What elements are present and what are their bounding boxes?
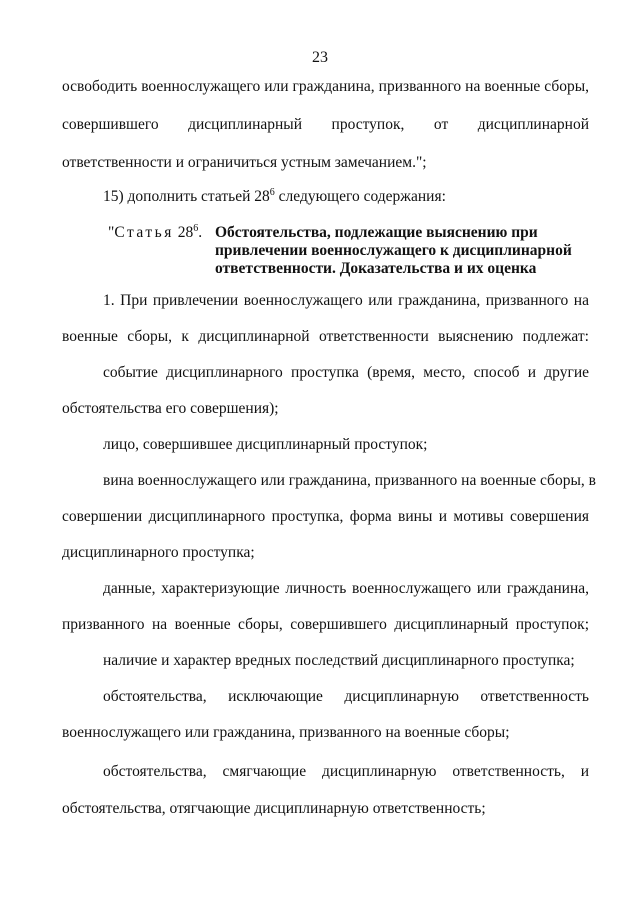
text-line: 1. При привлечении военнослужащего или гражданина, призванного на: [103, 292, 589, 309]
text-line: дисциплинарного проступка;: [62, 544, 255, 561]
article-superscript: 6: [269, 187, 275, 198]
text-line: военнослужащего или гражданина, призванного на военные сборы;: [62, 724, 510, 741]
text-line: совершении дисциплинарного проступка, форма вины и мотивы совершения: [62, 508, 589, 525]
text-line: обстоятельства, исключающие дисциплинарную ответственность: [103, 688, 589, 705]
text-line: обстоятельства, отягчающие дисциплинарную ответственность;: [62, 800, 486, 817]
article-title-line: ответственности. Доказательства и их оценка: [215, 260, 537, 277]
text-line: ответственности и ограничиться устным замечанием.";: [62, 154, 427, 171]
amendment-text-tail: следующего содержания:: [274, 188, 446, 205]
article-number-dot: .: [198, 224, 203, 241]
page-number: 23: [312, 49, 328, 66]
text-line: событие дисциплинарного проступка (время, место, способ и другие: [103, 364, 589, 381]
article-title-line: привлечении военнослужащего к дисциплинарной: [215, 242, 572, 259]
article-title-line: Обстоятельства, подлежащие выяснению при: [215, 224, 538, 241]
article-title: [215, 224, 595, 278]
text-line: наличие и характер вредных последствий дисциплинарного проступка;: [103, 652, 575, 669]
article-word: Статья: [114, 224, 174, 241]
text-line: обстоятельства его совершения);: [62, 400, 279, 417]
amendment-text: 15) дополнить статьей 28: [103, 188, 270, 205]
text-line: обстоятельства, смягчающие дисциплинарную ответственность, и: [103, 763, 589, 780]
text-line: вина военнослужащего или гражданина, призванного на военные сборы, в: [103, 472, 596, 489]
text-line: лицо, совершившее дисциплинарный проступок;: [103, 436, 428, 453]
article-number: 28: [173, 224, 194, 241]
text-line: совершившего дисциплинарный проступок, от дисциплинарной: [62, 116, 589, 133]
article-label: [108, 224, 202, 242]
text-line: военные сборы, к дисциплинарной ответственности выяснению подлежат:: [62, 328, 589, 345]
opening-quote: ": [108, 224, 115, 241]
article-number-superscript: 6: [193, 223, 199, 234]
text-line: призванного на военные сборы, совершившего дисциплинарный проступок;: [62, 616, 589, 633]
amendment-item-15: [103, 188, 589, 206]
text-line: данные, характеризующие личность военнослужащего или гражданина,: [103, 580, 589, 597]
text-line: освободить военнослужащего или гражданина, призванного на военные сборы,: [62, 78, 589, 95]
